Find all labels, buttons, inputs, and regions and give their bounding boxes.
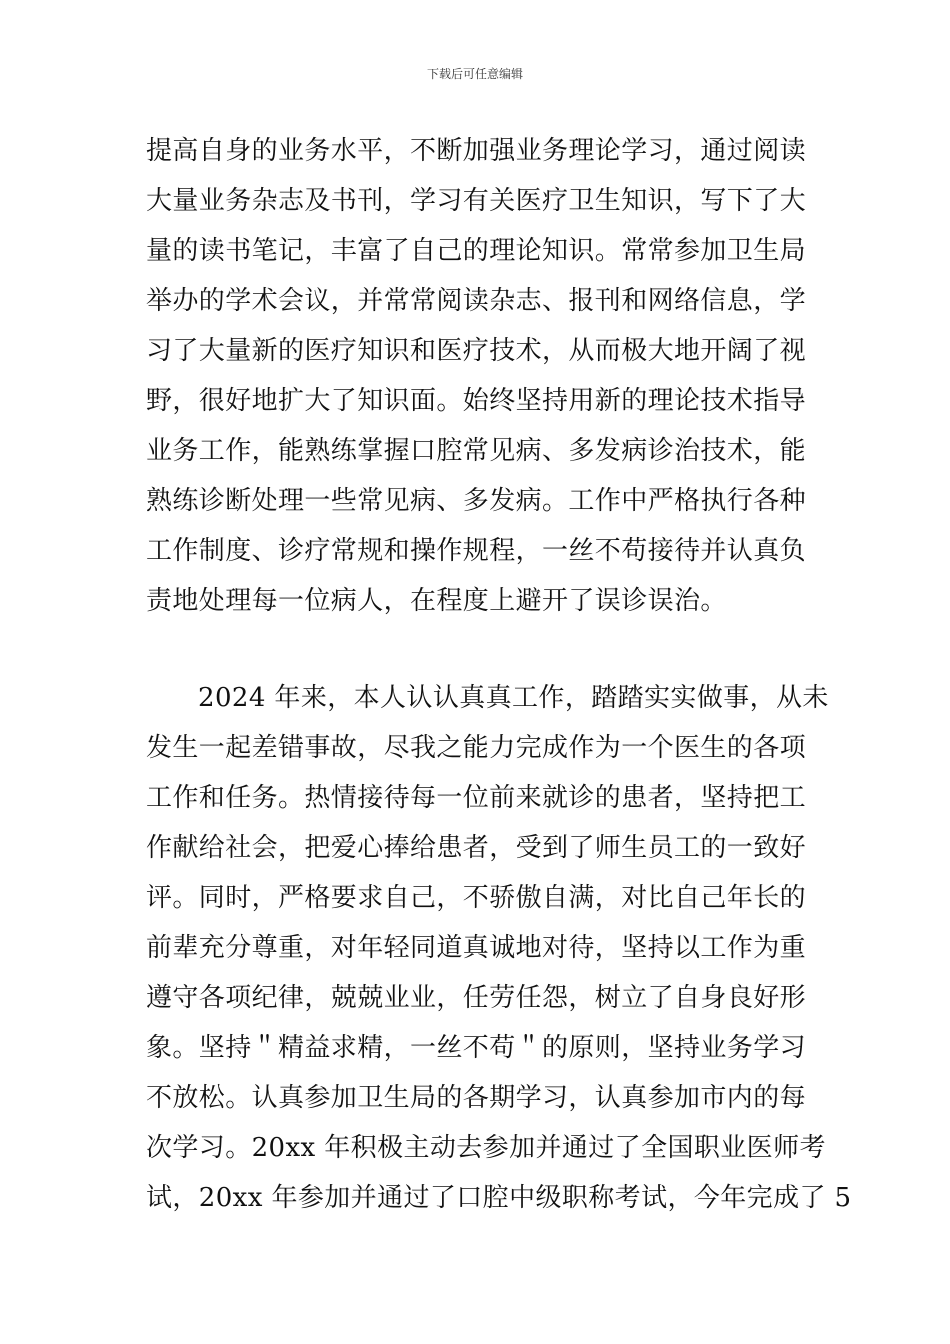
paragraph-line: 次学习。20xx 年积极主动去参加并通过了全国职业医师考	[146, 1133, 826, 1163]
paragraph-line: 习了大量新的医疗知识和医疗技术，从而极大地开阔了视	[146, 336, 807, 366]
paragraph-line: 作献给社会，把爱心捧给患者，受到了师生员工的一致好	[146, 833, 807, 863]
paragraph-line: 量的读书笔记，丰富了自己的理论知识。常常参加卫生局	[146, 236, 807, 266]
paragraph-line: 2024 年来，本人认认真真工作，踏踏实实做事，从未	[198, 683, 829, 713]
paragraph-line: 业务工作，能熟练掌握口腔常见病、多发病诊治技术，能	[146, 436, 807, 466]
paragraph-line: 试，20xx 年参加并通过了口腔中级职称考试，今年完成了 5	[146, 1183, 852, 1213]
paragraph-line: 工作制度、诊疗常规和操作规程，一丝不苟接待并认真负	[146, 536, 807, 566]
paragraph-line: 提高自身的业务水平，不断加强业务理论学习，通过阅读	[146, 136, 807, 166]
paragraph-line: 大量业务杂志及书刊，学习有关医疗卫生知识，写下了大	[146, 186, 807, 216]
paragraph-line: 评。同时，严格要求自己，不骄傲自满，对比自己年长的	[146, 883, 807, 913]
paragraph-line: 工作和任务。热情接待每一位前来就诊的患者，坚持把工	[146, 783, 807, 813]
page-header: 下载后可任意编辑	[426, 67, 523, 81]
paragraph-line: 象。坚持＂精益求精，一丝不苟＂的原则，坚持业务学习	[146, 1033, 807, 1063]
paragraph-line: 遵守各项纪律，兢兢业业，任劳任怨，树立了自身良好形	[146, 983, 807, 1013]
paragraph-line: 责地处理每一位病人，在程度上避开了误诊误治。	[146, 586, 727, 616]
paragraph-line: 野，很好地扩大了知识面。始终坚持用新的理论技术指导	[146, 386, 807, 416]
paragraph-line: 熟练诊断处理一些常见病、多发病。工作中严格执行各种	[146, 486, 807, 516]
paragraph-line: 发生一起差错事故，尽我之能力完成作为一个医生的各项	[146, 733, 807, 763]
paragraph-line: 举办的学术会议，并常常阅读杂志、报刊和网络信息，学	[146, 286, 807, 316]
paragraph-line: 前辈充分尊重，对年轻同道真诚地对待，坚持以工作为重	[146, 933, 807, 963]
paragraph-line: 不放松。认真参加卫生局的各期学习，认真参加市内的每	[146, 1083, 807, 1113]
